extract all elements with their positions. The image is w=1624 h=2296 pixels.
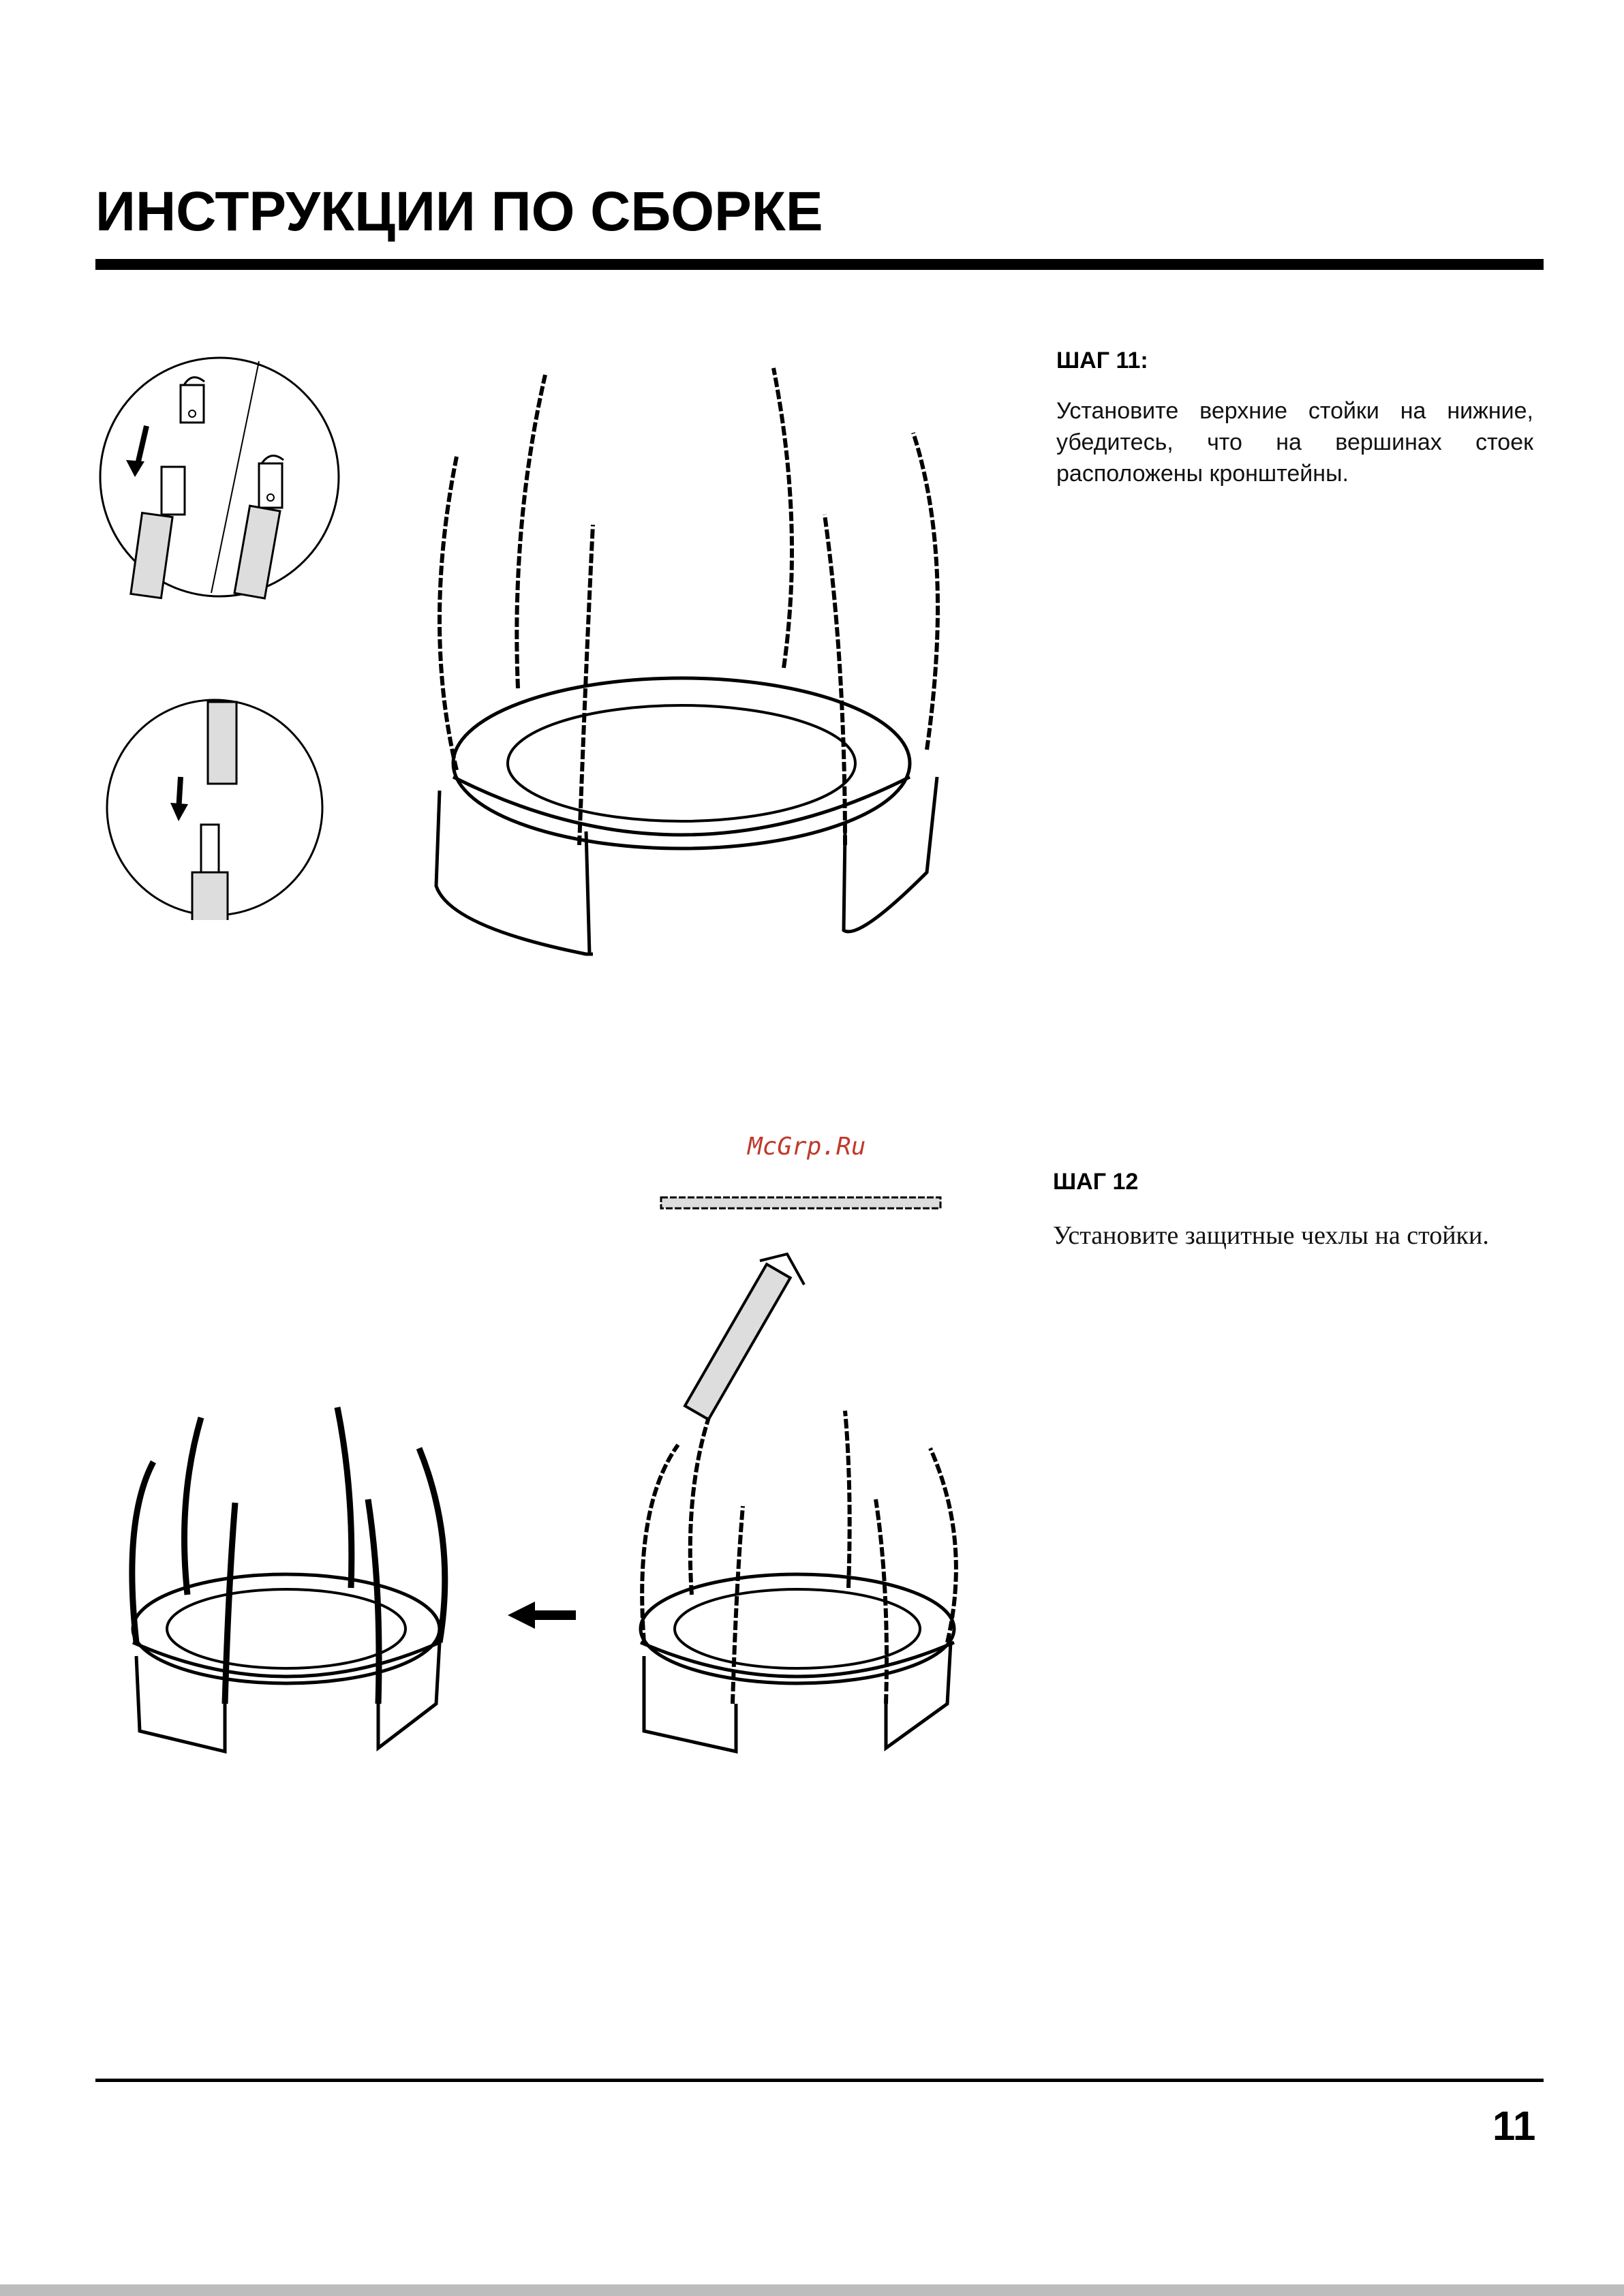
step11-trampoline-figure (382, 354, 995, 968)
pole-4 (845, 1411, 850, 1588)
footer-divider (95, 2079, 1544, 2082)
pole-3 (733, 1506, 743, 1704)
pole-2 (690, 1418, 709, 1595)
step12-trampoline-after-figure (109, 1397, 463, 1765)
leg-right (378, 1642, 440, 1748)
step11-detail-pole-figure (102, 695, 327, 920)
pole-5 (876, 1499, 887, 1704)
leg-right (886, 1642, 951, 1748)
bracket-icon-left (181, 378, 204, 423)
leg-left (436, 791, 593, 954)
trampoline-mat (675, 1589, 920, 1668)
pole-1 (440, 457, 457, 770)
pole-cover-pad (661, 1197, 940, 1208)
watermark: McGrp.Ru (748, 1133, 866, 1161)
trampoline-mat (167, 1589, 405, 1668)
pole-6 (930, 1448, 956, 1642)
title-divider (95, 259, 1544, 270)
step11-detail-bracket-figure (95, 351, 348, 603)
step11-label: ШАГ 11: (1056, 348, 1148, 373)
step12-label: ШАГ 12 (1053, 1169, 1139, 1195)
pole-segment-left-top (162, 467, 185, 515)
pole-segment-left (131, 513, 172, 598)
leg-left (136, 1656, 225, 1751)
pole-1 (132, 1462, 153, 1642)
bracket-icon-right (259, 456, 284, 508)
lower-pole-tip (201, 825, 219, 872)
step11-instructions: Установите верхние стойки на нижние, убедитесь, что на вершинах стоек расположены кронштейны. (1056, 398, 1533, 487)
scan-edge-band (0, 2284, 1624, 2296)
step12-arrow-left-icon (504, 1598, 579, 1632)
pole-4 (773, 368, 792, 668)
step12-trampoline-before-figure (613, 1383, 981, 1765)
page-number: 11 (1492, 2103, 1536, 2149)
upper-pole-segment (208, 702, 236, 784)
leg-mid (586, 831, 589, 954)
pole-6 (913, 433, 938, 750)
pole-2 (185, 1418, 202, 1595)
page-title: ИНСТРУКЦИИ ПО СБОРКЕ (95, 181, 823, 243)
lower-pole-segment (192, 872, 228, 920)
trampoline-mat (508, 705, 855, 821)
pole-4 (337, 1407, 352, 1588)
step12-instructions: Установите защитные чехлы на стойки. (1053, 1221, 1489, 1250)
pole-2 (517, 375, 545, 688)
